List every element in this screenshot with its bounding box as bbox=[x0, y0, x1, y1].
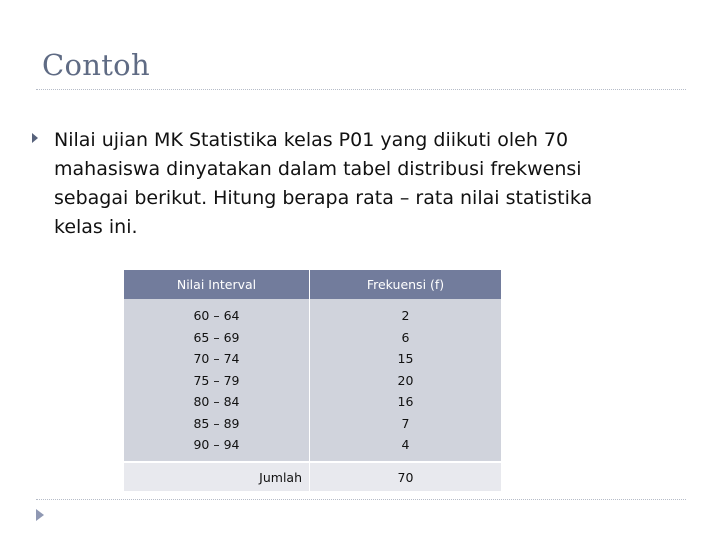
interval-value: 70 – 74 bbox=[193, 351, 240, 366]
frequency-value: 2 bbox=[401, 308, 410, 323]
frequency-value: 6 bbox=[401, 329, 410, 345]
frequency-value: 4 bbox=[401, 437, 410, 452]
table-data-row bbox=[124, 299, 501, 462]
total-label: Jumlah bbox=[124, 462, 310, 491]
bullet-triangle-icon bbox=[32, 133, 38, 143]
interval-column bbox=[124, 299, 310, 462]
table-header-row bbox=[124, 270, 501, 299]
footer-triangle-icon bbox=[36, 509, 44, 521]
footer-divider bbox=[36, 499, 686, 500]
interval-value: 80 – 84 bbox=[193, 394, 240, 409]
title-divider bbox=[36, 89, 686, 90]
interval-value: 85 – 89 bbox=[193, 415, 240, 431]
bullet-text: Nilai ujian MK Statistika kelas P01 yang diikuti oleh 70 mahasiswa dinyatakan dalam tabel distribusi frekwensi sebagai berikut. Hitung berapa rata – rata nilai statistika kelas ini. bbox=[54, 129, 593, 238]
header-frekuensi: Frekuensi (f) bbox=[310, 270, 502, 299]
interval-value: 65 – 69 bbox=[193, 329, 240, 345]
frequency-table bbox=[124, 270, 501, 491]
table-total-row bbox=[124, 462, 501, 491]
frequency-column bbox=[310, 299, 502, 462]
frequency-value: 16 bbox=[397, 394, 414, 409]
slide-title: Contoh bbox=[42, 48, 150, 82]
interval-value: 75 – 79 bbox=[193, 372, 240, 388]
total-value: 70 bbox=[310, 462, 502, 491]
frequency-value: 7 bbox=[401, 415, 410, 431]
interval-value: 60 – 64 bbox=[193, 308, 240, 323]
frequency-value: 15 bbox=[397, 351, 414, 366]
header-nilai-interval: Nilai Interval bbox=[124, 270, 310, 299]
frequency-value: 20 bbox=[397, 372, 414, 388]
interval-value: 90 – 94 bbox=[193, 437, 240, 452]
